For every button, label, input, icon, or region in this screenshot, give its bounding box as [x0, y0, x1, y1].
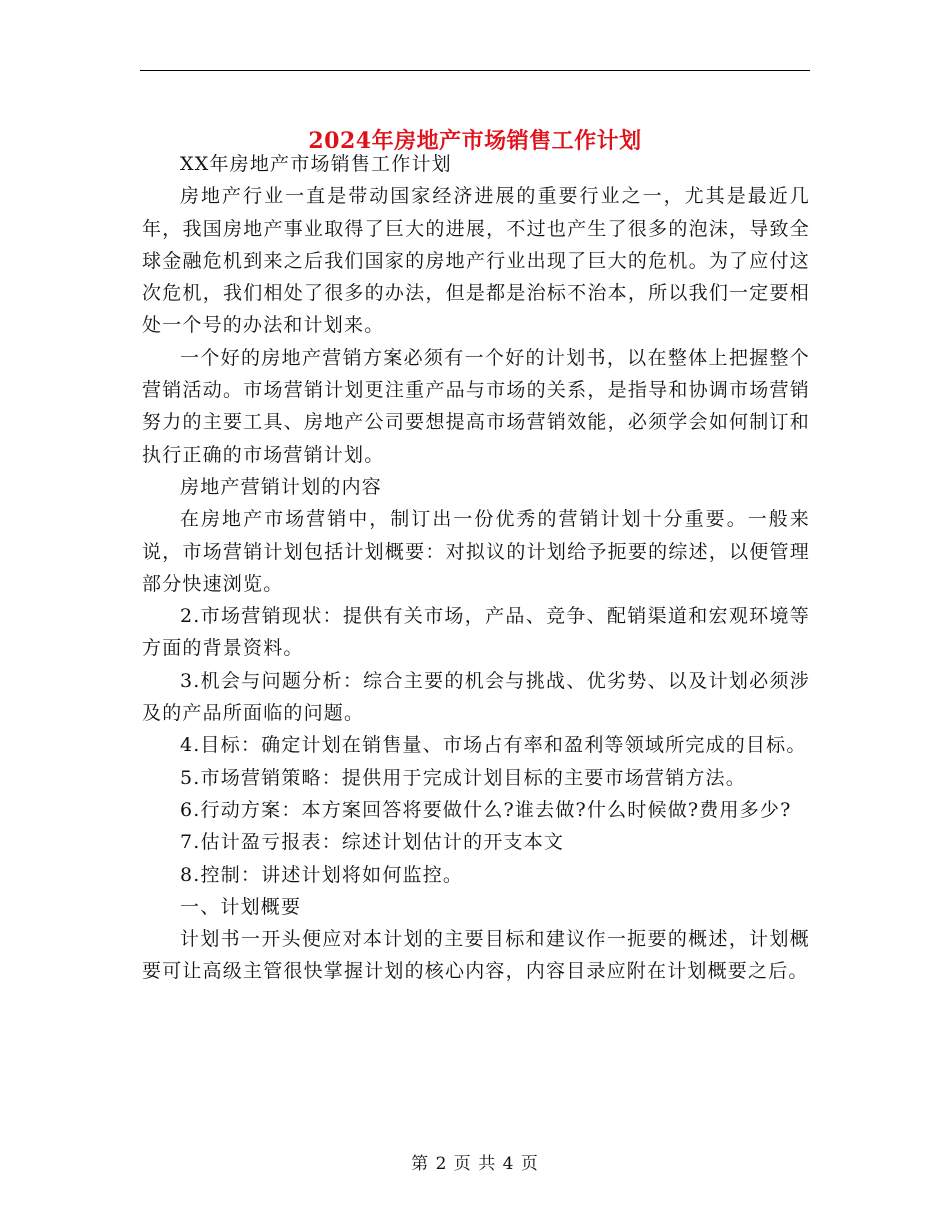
document-body [142, 148, 810, 988]
paragraph-plan-importance: 一个好的房地产营销方案必须有一个好的计划书，以在整体上把握整个营销活动。市场营销计划更注重产品与市场的关系，是指导和协调市场营销努力的主要工具、房地产公司要想提高市场营销效能，必须学会如何制订和执行正确的市场营销计划。 [142, 346, 810, 466]
header-rule [140, 70, 810, 71]
section-heading-plan-content: 房地产营销计划的内容 [180, 475, 383, 498]
list-item-marketing-strategy: 5.市场营销策略：提供用于完成计划目标的主要市场营销方法。 [180, 766, 746, 789]
list-item-control: 8.控制：讲述计划将如何监控。 [180, 863, 464, 886]
paragraph-plan-summary: 计划书一开头便应对本计划的主要目标和建议作一扼要的概述，计划概要可让高级主管很快掌握计划的核心内容，内容目录应附在计划概要之后。 [142, 928, 810, 983]
page-number: 第 2 页 共 4 页 [411, 1154, 539, 1174]
list-item-action-plan: 6.行动方案：本方案回答将要做什么?谁去做?什么时候做?费用多少? [180, 798, 792, 821]
document-title: 2024年房地产市场销售工作计划 [308, 127, 642, 154]
list-item-opportunity-analysis: 3.机会与问题分析：综合主要的机会与挑战、优劣势、以及计划必须涉及的产品所面临的问题。 [142, 669, 810, 725]
paragraph-plan-overview: 在房地产市场营销中，制订出一份优秀的营销计划十分重要。一般来说，市场营销计划包括计划概要：对拟议的计划给予扼要的综述，以便管理部分快速浏览。 [142, 508, 810, 595]
paragraph-intro: 房地产行业一直是带动国家经济进展的重要行业之一，尤其是最近几年，我国房地产事业取得了巨大的进展，不过也产生了很多的泡沫，导致全球金融危机到来之后我们国家的房地产行业出现了巨大的危机。为了应付这次危机，我们相处了很多的办法，但是都是治标不治本，所以我们一定要相处一个号的办法和计划来。 [142, 185, 810, 337]
paragraph-subtitle: XX年房地产市场销售工作计划 [180, 153, 452, 175]
list-item-objectives: 4.目标：确定计划在销售量、市场占有率和盈利等领域所完成的目标。 [180, 734, 807, 757]
list-item-profit-loss: 7.估计盈亏报表：综述计划估计的开支本文 [180, 831, 565, 854]
list-item-market-status: 2.市场营销现状：提供有关市场，产品、竞争、配销渠道和宏观环境等方面的背景资料。 [142, 605, 810, 660]
section-heading-plan-summary: 一、计划概要 [180, 895, 302, 918]
